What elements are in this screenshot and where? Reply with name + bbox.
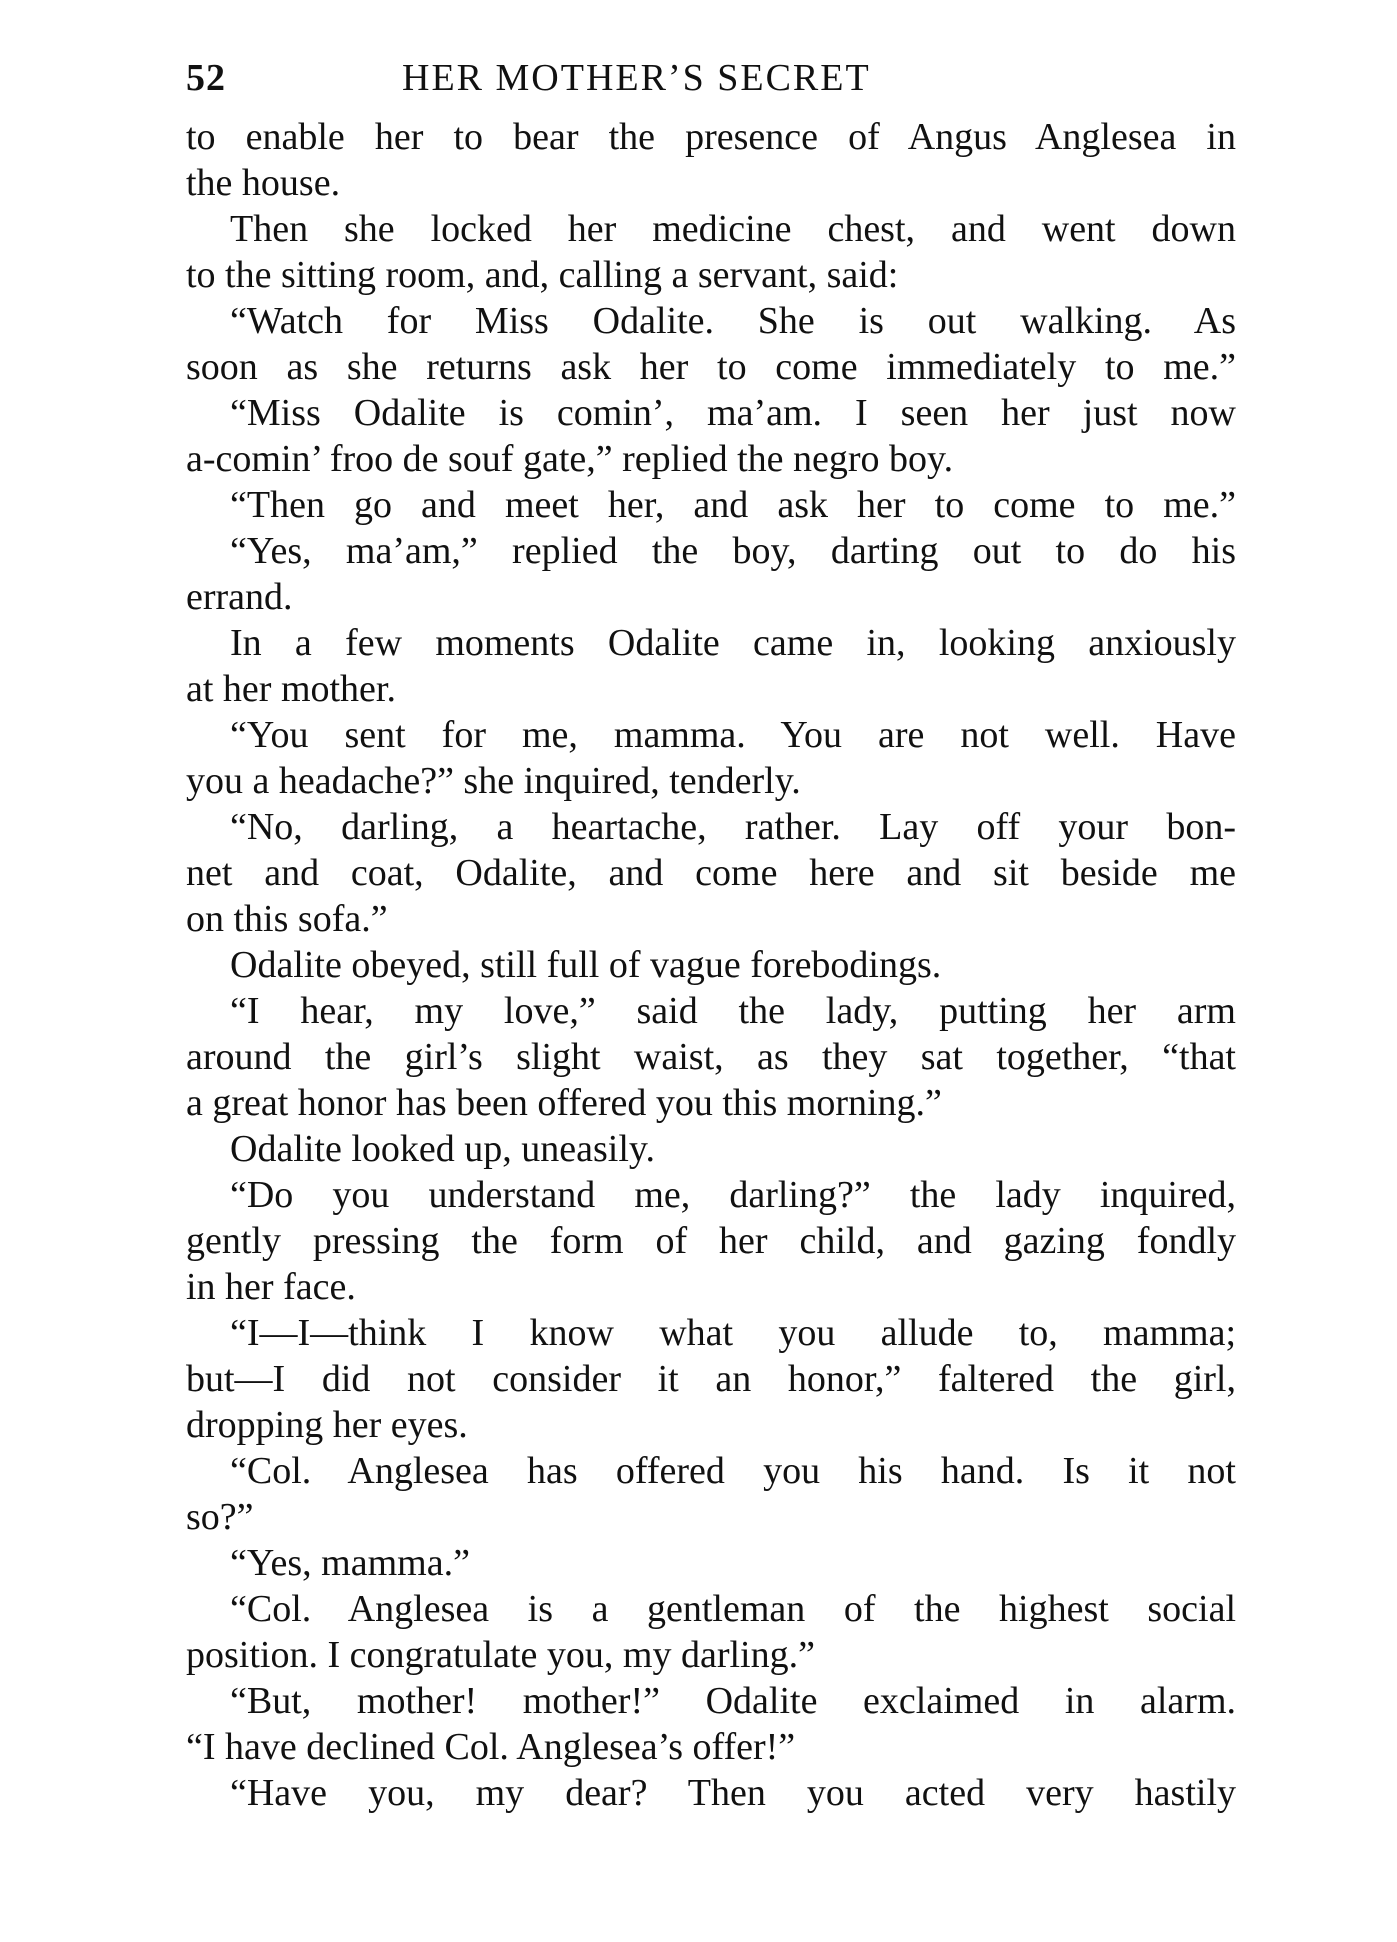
text-line: in her face. xyxy=(186,1266,356,1308)
text-line: a-comin’ froo de souf gate,” replied the negro boy. xyxy=(186,438,954,480)
body-text xyxy=(186,114,1236,1816)
text-line: “You sent for me, mamma. You are not well. Have xyxy=(230,714,1236,756)
page-header xyxy=(186,44,1236,114)
text-line: “I have declined Col. Anglesea’s offer!” xyxy=(186,1726,796,1768)
text-line: errand. xyxy=(186,576,293,618)
text-line: “I—I—think I know what you allude to, mamma; xyxy=(230,1312,1236,1354)
text-line: “Col. Anglesea is a gentleman of the highest social xyxy=(230,1588,1236,1630)
text-line: “Yes, mamma.” xyxy=(230,1542,470,1584)
text-line: Odalite looked up, uneasily. xyxy=(230,1128,655,1170)
text-line: “Yes, ma’am,” replied the boy, darting out to do his xyxy=(230,530,1236,572)
text-line: “I hear, my love,” said the lady, putting her arm xyxy=(230,990,1236,1032)
text-line: “Do you understand me, darling?” the lady inquired, xyxy=(230,1174,1236,1216)
text-line: so?” xyxy=(186,1496,254,1538)
text-line: at her mother. xyxy=(186,668,396,710)
text-line: but—I did not consider it an honor,” faltered the girl, xyxy=(186,1358,1236,1400)
text-line: “Have you, my dear? Then you acted very hastily xyxy=(230,1772,1236,1814)
text-line: net and coat, Odalite, and come here and sit beside me xyxy=(186,852,1236,894)
text-line: “Col. Anglesea has offered you his hand. Is it not xyxy=(230,1450,1236,1492)
text-line: a great honor has been offered you this morning.” xyxy=(186,1082,942,1124)
text-line: “Watch for Miss Odalite. She is out walking. As xyxy=(230,300,1236,342)
text-line: “Then go and meet her, and ask her to come to me.” xyxy=(230,484,1236,526)
text-line: you a headache?” she inquired, tenderly. xyxy=(186,760,801,802)
text-line: soon as she returns ask her to come immediately to me.” xyxy=(186,346,1236,388)
text-line: gently pressing the form of her child, and gazing fondly xyxy=(186,1220,1236,1262)
text-line: Odalite obeyed, still full of vague forebodings. xyxy=(230,944,942,986)
book-page xyxy=(186,44,1236,1816)
text-line: position. I congratulate you, my darling.” xyxy=(186,1634,815,1676)
page-number: 52 xyxy=(186,57,226,99)
text-line: dropping her eyes. xyxy=(186,1404,468,1446)
text-line: “But, mother! mother!” Odalite exclaimed in alarm. xyxy=(230,1680,1236,1722)
text-line: around the girl’s slight waist, as they sat together, “that xyxy=(186,1036,1236,1078)
text-line: to the sitting room, and, calling a servant, said: xyxy=(186,254,899,296)
text-line: to enable her to bear the presence of Angus Anglesea in xyxy=(186,116,1236,158)
running-title: HER MOTHER’S SECRET xyxy=(402,57,871,99)
text-line: the house. xyxy=(186,162,341,204)
text-line: on this sofa.” xyxy=(186,898,388,940)
text-line: “No, darling, a heartache, rather. Lay off your bon- xyxy=(230,806,1236,848)
text-line: In a few moments Odalite came in, looking anxiously xyxy=(230,622,1236,664)
text-line: Then she locked her medicine chest, and went down xyxy=(230,208,1236,250)
text-line: “Miss Odalite is comin’, ma’am. I seen her just now xyxy=(230,392,1236,434)
